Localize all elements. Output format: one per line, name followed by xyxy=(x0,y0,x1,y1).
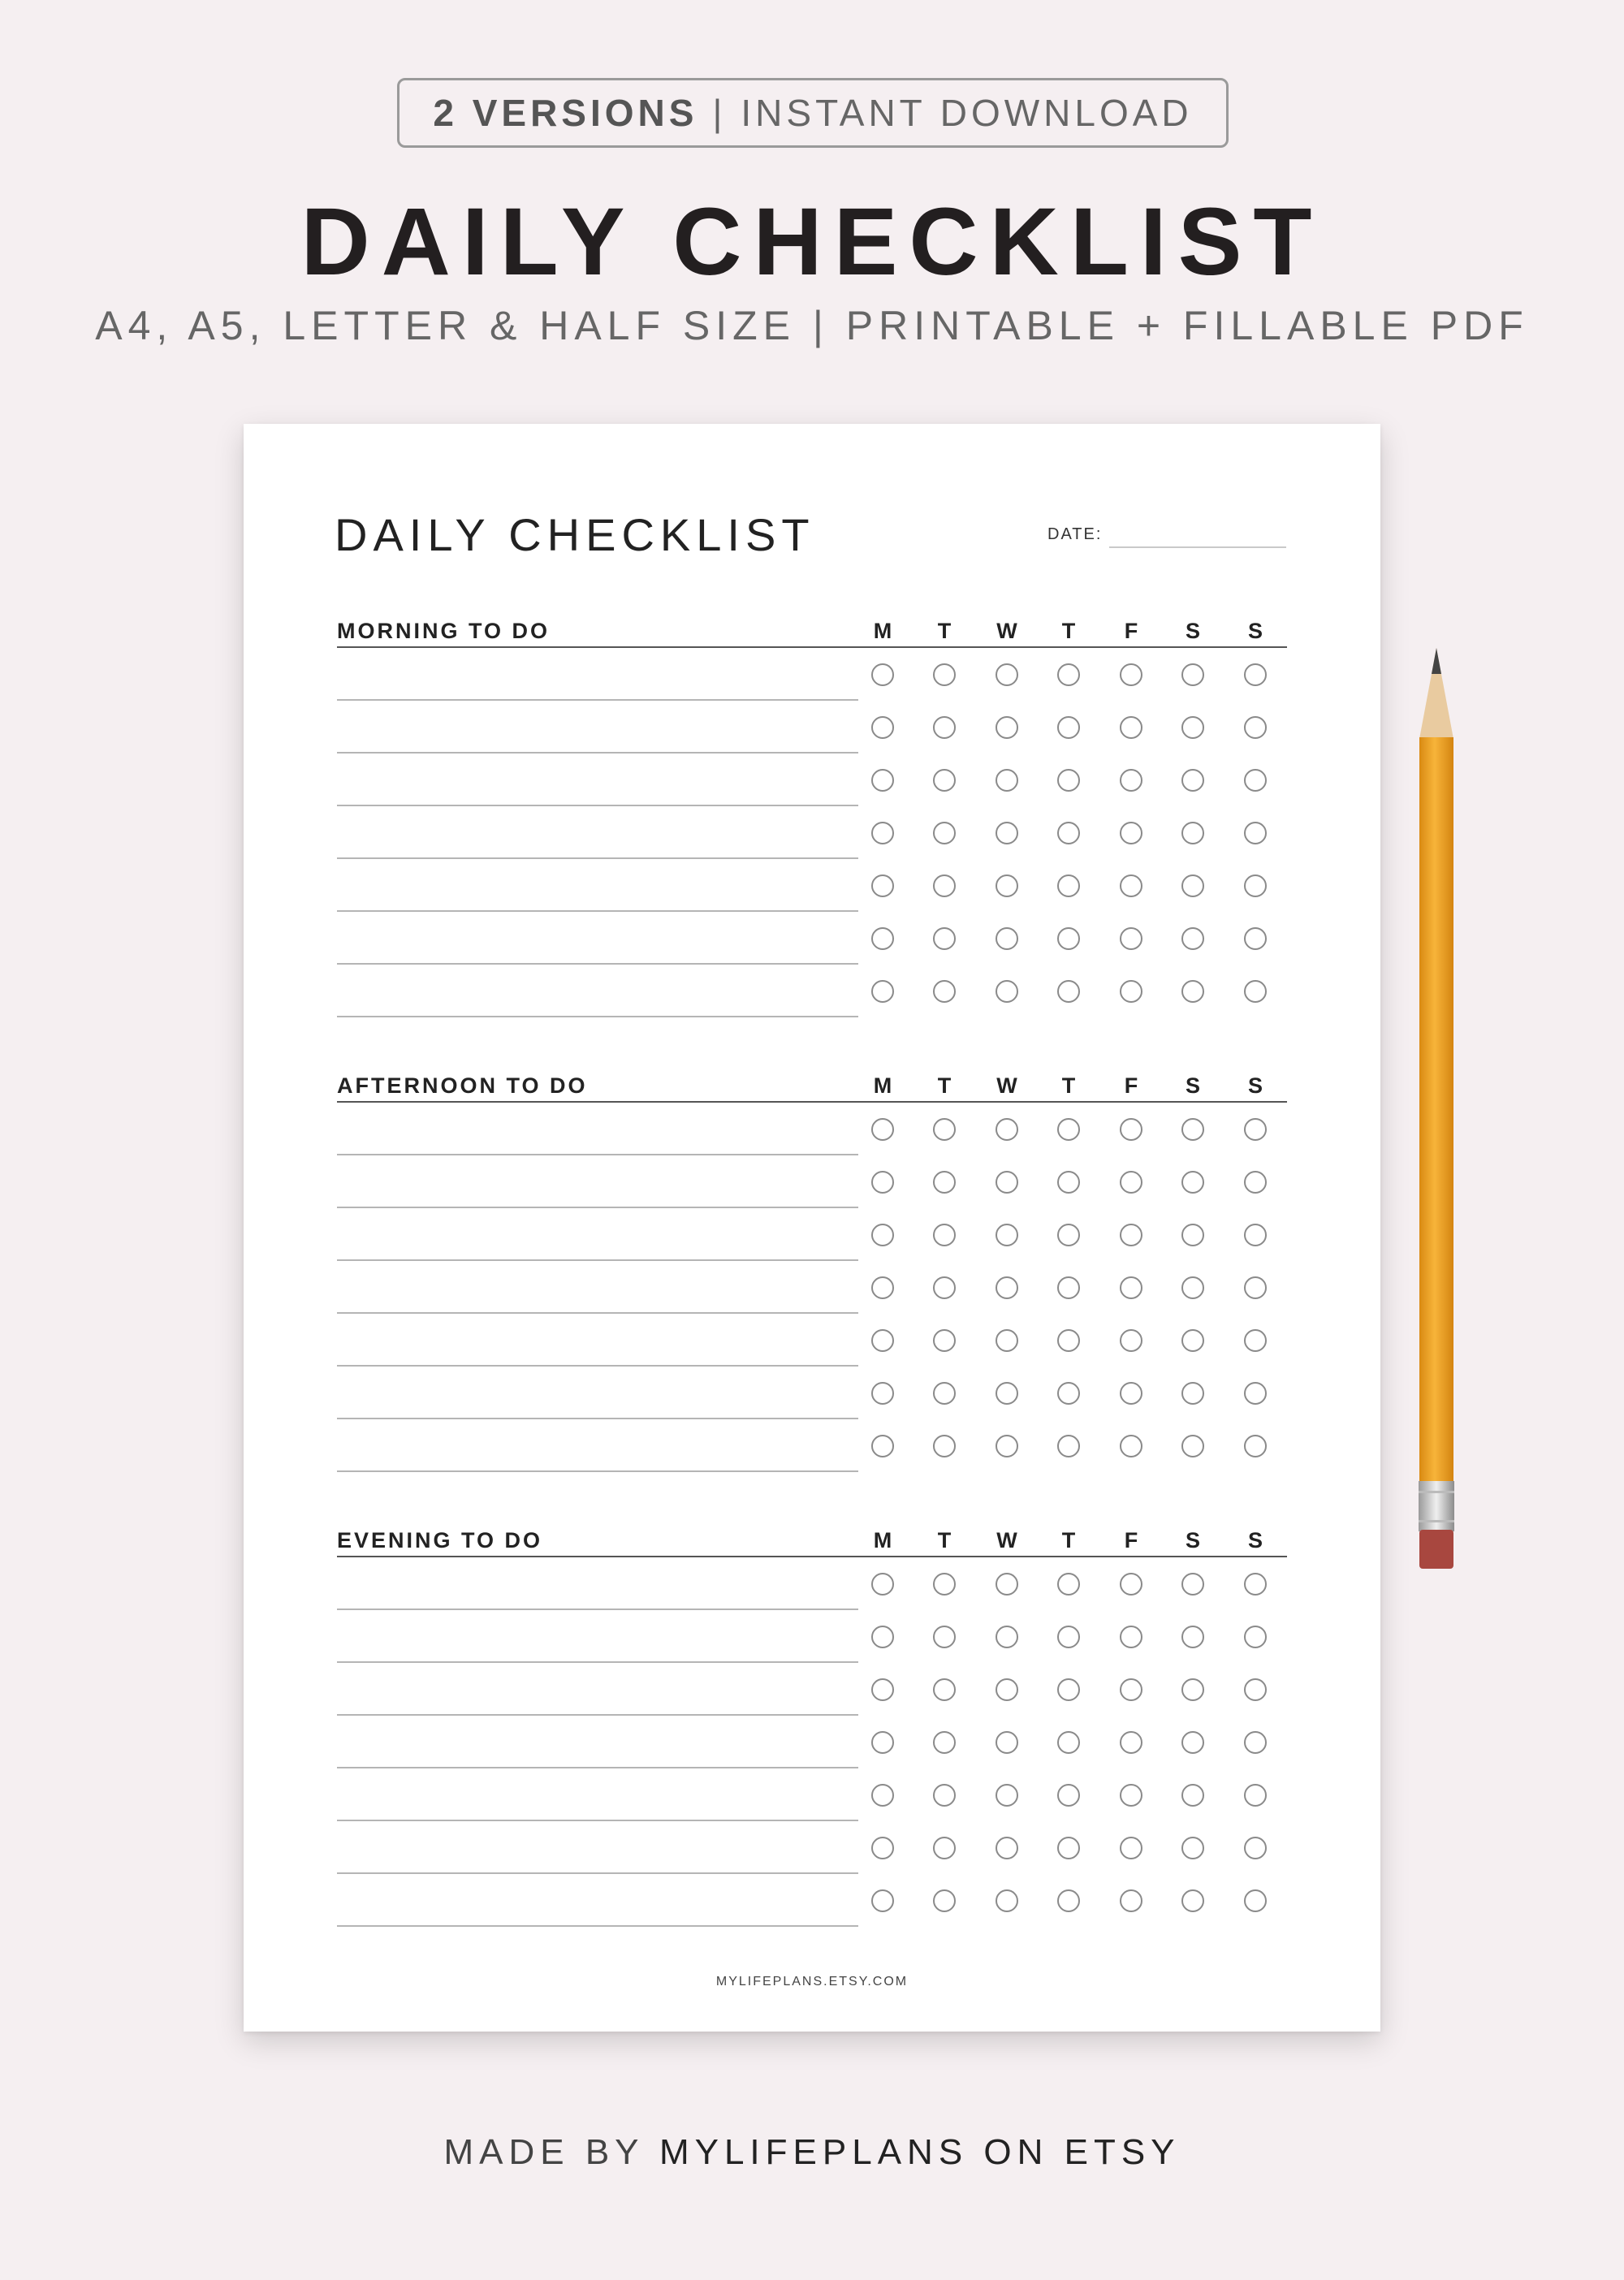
day-header: S xyxy=(1185,1528,1200,1552)
day-checkbox[interactable] xyxy=(933,663,956,686)
day-checkbox[interactable] xyxy=(1181,1435,1204,1457)
made-by-credit xyxy=(0,2132,1624,2173)
day-checkbox[interactable] xyxy=(933,874,956,897)
day-checkbox[interactable] xyxy=(1120,663,1142,686)
day-header: S xyxy=(1185,1073,1200,1098)
day-checkbox[interactable] xyxy=(996,927,1018,950)
section-title: AFTERNOON TO DO xyxy=(337,1073,588,1098)
day-checkbox[interactable] xyxy=(933,980,956,1003)
day-checkbox[interactable] xyxy=(1057,1435,1080,1457)
day-checkbox[interactable] xyxy=(871,1626,894,1648)
task-entry-line[interactable] xyxy=(337,1872,858,1874)
day-header: W xyxy=(996,1073,1017,1098)
day-checkbox[interactable] xyxy=(933,1573,956,1596)
day-checkbox[interactable] xyxy=(933,1678,956,1701)
day-checkbox[interactable] xyxy=(1244,1678,1267,1701)
day-header: W xyxy=(996,619,1017,643)
day-checkbox[interactable] xyxy=(1181,663,1204,686)
day-checkbox[interactable] xyxy=(1244,1276,1267,1299)
day-checkbox[interactable] xyxy=(1057,1276,1080,1299)
day-header: S xyxy=(1185,619,1200,643)
day-checkbox[interactable] xyxy=(1244,1784,1267,1807)
day-checkbox[interactable] xyxy=(1244,716,1267,739)
day-checkbox[interactable] xyxy=(996,1276,1018,1299)
day-checkbox[interactable] xyxy=(1057,1224,1080,1246)
sheet-footer-url: MYLIFEPLANS.ETSY.COM xyxy=(715,1975,909,1989)
day-checkbox[interactable] xyxy=(1181,769,1204,792)
day-checkbox[interactable] xyxy=(1181,822,1204,844)
day-checkbox[interactable] xyxy=(1244,1731,1267,1754)
day-checkbox[interactable] xyxy=(1120,1435,1142,1457)
day-checkbox[interactable] xyxy=(1244,1889,1267,1912)
day-checkbox[interactable] xyxy=(1057,1678,1080,1701)
day-checkbox[interactable] xyxy=(1057,1382,1080,1405)
day-checkbox[interactable] xyxy=(871,874,894,897)
day-checkbox[interactable] xyxy=(871,1118,894,1141)
day-checkbox[interactable] xyxy=(996,1626,1018,1648)
day-checkbox[interactable] xyxy=(871,1784,894,1807)
badge-versions-text: 2 VERSIONS xyxy=(433,92,698,134)
day-checkbox[interactable] xyxy=(996,1784,1018,1807)
day-checkbox[interactable] xyxy=(1244,822,1267,844)
day-header: T xyxy=(937,619,952,643)
day-checkbox[interactable] xyxy=(996,663,1018,686)
day-checkbox[interactable] xyxy=(1244,1329,1267,1352)
day-checkbox[interactable] xyxy=(1120,1784,1142,1807)
day-checkbox[interactable] xyxy=(1244,874,1267,897)
day-checkbox[interactable] xyxy=(1120,1678,1142,1701)
day-header: T xyxy=(1061,1073,1076,1098)
day-checkbox[interactable] xyxy=(933,1889,956,1912)
day-checkbox[interactable] xyxy=(1057,1118,1080,1141)
day-checkbox[interactable] xyxy=(1244,1435,1267,1457)
day-checkbox[interactable] xyxy=(1244,1626,1267,1648)
day-checkbox[interactable] xyxy=(871,663,894,686)
sheet-title: DAILY CHECKLIST xyxy=(335,509,815,560)
day-header: S xyxy=(1247,619,1263,643)
day-checkbox[interactable] xyxy=(996,1889,1018,1912)
day-checkbox[interactable] xyxy=(996,1435,1018,1457)
day-checkbox[interactable] xyxy=(1181,1329,1204,1352)
day-checkbox[interactable] xyxy=(933,822,956,844)
day-checkbox[interactable] xyxy=(1181,1889,1204,1912)
task-entry-line[interactable] xyxy=(337,910,858,912)
day-checkbox[interactable] xyxy=(996,1329,1018,1352)
day-checkbox[interactable] xyxy=(1244,663,1267,686)
task-entry-line[interactable] xyxy=(337,1312,858,1314)
day-checkbox[interactable] xyxy=(933,1626,956,1648)
day-checkbox[interactable] xyxy=(933,1224,956,1246)
day-checkbox[interactable] xyxy=(996,1382,1018,1405)
day-checkbox[interactable] xyxy=(933,1382,956,1405)
day-checkbox[interactable] xyxy=(996,1837,1018,1859)
day-checkbox[interactable] xyxy=(1120,1731,1142,1754)
day-checkbox[interactable] xyxy=(871,1435,894,1457)
day-checkbox[interactable] xyxy=(871,1678,894,1701)
day-checkbox[interactable] xyxy=(1120,927,1142,950)
task-entry-line[interactable] xyxy=(337,1609,858,1610)
day-checkbox[interactable] xyxy=(1120,769,1142,792)
day-header: W xyxy=(996,1528,1017,1552)
task-entry-line[interactable] xyxy=(337,1925,858,1927)
task-entry-line[interactable] xyxy=(337,805,858,806)
task-entry-line[interactable] xyxy=(337,1714,858,1716)
day-checkbox[interactable] xyxy=(1057,980,1080,1003)
day-checkbox[interactable] xyxy=(933,1276,956,1299)
day-checkbox[interactable] xyxy=(1181,1224,1204,1246)
day-checkbox[interactable] xyxy=(1181,980,1204,1003)
day-checkbox[interactable] xyxy=(933,927,956,950)
day-checkbox[interactable] xyxy=(871,1382,894,1405)
day-checkbox[interactable] xyxy=(871,822,894,844)
day-checkbox[interactable] xyxy=(1057,1889,1080,1912)
section-divider xyxy=(337,1556,1287,1557)
day-checkbox[interactable] xyxy=(933,1837,956,1859)
task-entry-line[interactable] xyxy=(337,1820,858,1821)
task-entry-line[interactable] xyxy=(337,1767,858,1768)
day-checkbox[interactable] xyxy=(933,1731,956,1754)
task-entry-line[interactable] xyxy=(337,1418,858,1419)
credit-shop-name: MYLIFEPLANS ON ETSY xyxy=(659,2132,1181,2172)
day-checkbox[interactable] xyxy=(1181,1837,1204,1859)
pencil-icon xyxy=(1408,641,1465,1600)
task-entry-line[interactable] xyxy=(337,963,858,965)
day-checkbox[interactable] xyxy=(996,1118,1018,1141)
day-checkbox[interactable] xyxy=(933,1118,956,1141)
checklist-sheet xyxy=(244,424,1380,2032)
day-header: M xyxy=(873,1073,892,1098)
day-checkbox[interactable] xyxy=(1181,1678,1204,1701)
section-title: MORNING TO DO xyxy=(337,619,551,643)
section-divider xyxy=(337,1101,1287,1103)
day-checkbox[interactable] xyxy=(1244,1171,1267,1194)
day-checkbox[interactable] xyxy=(1057,1171,1080,1194)
task-entry-line[interactable] xyxy=(337,699,858,701)
day-checkbox[interactable] xyxy=(1057,769,1080,792)
day-checkbox[interactable] xyxy=(871,1731,894,1754)
day-checkbox[interactable] xyxy=(1244,1573,1267,1596)
badge-download-text: INSTANT DOWNLOAD xyxy=(741,92,1193,134)
day-header: M xyxy=(873,619,892,643)
day-checkbox[interactable] xyxy=(1181,1784,1204,1807)
day-checkbox[interactable] xyxy=(933,1171,956,1194)
day-checkbox[interactable] xyxy=(871,1889,894,1912)
versions-badge xyxy=(397,78,1229,148)
day-checkbox[interactable] xyxy=(1120,716,1142,739)
task-entry-line[interactable] xyxy=(337,1470,858,1472)
day-checkbox[interactable] xyxy=(871,1171,894,1194)
day-header: T xyxy=(1061,1528,1076,1552)
day-header: T xyxy=(1061,619,1076,643)
task-entry-line[interactable] xyxy=(337,857,858,859)
day-checkbox[interactable] xyxy=(1244,1382,1267,1405)
day-checkbox[interactable] xyxy=(871,980,894,1003)
day-checkbox[interactable] xyxy=(1120,1329,1142,1352)
day-checkbox[interactable] xyxy=(1181,716,1204,739)
day-header: F xyxy=(1124,619,1138,643)
date-field-line[interactable] xyxy=(1109,546,1286,548)
day-checkbox[interactable] xyxy=(996,874,1018,897)
day-checkbox[interactable] xyxy=(1181,1382,1204,1405)
day-checkbox[interactable] xyxy=(1057,927,1080,950)
day-checkbox[interactable] xyxy=(1181,874,1204,897)
section-title: EVENING TO DO xyxy=(337,1528,543,1552)
page-title: DAILY CHECKLIST xyxy=(300,188,1324,296)
day-checkbox[interactable] xyxy=(1120,980,1142,1003)
task-entry-line[interactable] xyxy=(337,1207,858,1208)
day-checkbox[interactable] xyxy=(1057,1837,1080,1859)
day-checkbox[interactable] xyxy=(1181,1731,1204,1754)
day-checkbox[interactable] xyxy=(871,1573,894,1596)
task-entry-line[interactable] xyxy=(337,1259,858,1261)
day-checkbox[interactable] xyxy=(1120,1171,1142,1194)
day-checkbox[interactable] xyxy=(871,716,894,739)
day-checkbox[interactable] xyxy=(871,927,894,950)
day-checkbox[interactable] xyxy=(933,716,956,739)
day-checkbox[interactable] xyxy=(1181,927,1204,950)
task-entry-line[interactable] xyxy=(337,1016,858,1017)
day-checkbox[interactable] xyxy=(1244,1224,1267,1246)
day-header: S xyxy=(1247,1528,1263,1552)
day-checkbox[interactable] xyxy=(1120,1224,1142,1246)
day-header: F xyxy=(1124,1528,1138,1552)
day-checkbox[interactable] xyxy=(1244,980,1267,1003)
day-header: T xyxy=(937,1528,952,1552)
badge-separator: | xyxy=(712,92,727,134)
day-checkbox[interactable] xyxy=(1244,1118,1267,1141)
day-checkbox[interactable] xyxy=(871,769,894,792)
credit-light: MADE BY xyxy=(443,2132,644,2172)
day-checkbox[interactable] xyxy=(871,1837,894,1859)
page-subtitle: A4, A5, LETTER & HALF SIZE | PRINTABLE + FILLABLE PDF xyxy=(95,303,1529,348)
day-checkbox[interactable] xyxy=(1120,1382,1142,1405)
day-checkbox[interactable] xyxy=(1120,1276,1142,1299)
task-entry-line[interactable] xyxy=(337,1154,858,1155)
day-checkbox[interactable] xyxy=(1120,1626,1142,1648)
day-checkbox[interactable] xyxy=(1057,716,1080,739)
date-label: DATE: xyxy=(1047,525,1103,543)
day-checkbox[interactable] xyxy=(871,1224,894,1246)
day-checkbox[interactable] xyxy=(996,1731,1018,1754)
day-checkbox[interactable] xyxy=(1120,822,1142,844)
day-checkbox[interactable] xyxy=(1057,1573,1080,1596)
day-checkbox[interactable] xyxy=(1181,1118,1204,1141)
task-entry-line[interactable] xyxy=(337,752,858,754)
day-checkbox[interactable] xyxy=(933,1784,956,1807)
day-checkbox[interactable] xyxy=(996,716,1018,739)
day-checkbox[interactable] xyxy=(1120,1118,1142,1141)
day-checkbox[interactable] xyxy=(1057,663,1080,686)
day-checkbox[interactable] xyxy=(871,1276,894,1299)
day-checkbox[interactable] xyxy=(1244,769,1267,792)
day-checkbox[interactable] xyxy=(1244,927,1267,950)
day-checkbox[interactable] xyxy=(996,1573,1018,1596)
day-checkbox[interactable] xyxy=(1120,1573,1142,1596)
day-checkbox[interactable] xyxy=(996,980,1018,1003)
day-checkbox[interactable] xyxy=(1181,1626,1204,1648)
day-checkbox[interactable] xyxy=(996,1224,1018,1246)
task-entry-line[interactable] xyxy=(337,1365,858,1367)
day-checkbox[interactable] xyxy=(1244,1837,1267,1859)
day-checkbox[interactable] xyxy=(1181,1276,1204,1299)
day-header: T xyxy=(937,1073,952,1098)
day-checkbox[interactable] xyxy=(1120,1837,1142,1859)
day-checkbox[interactable] xyxy=(996,769,1018,792)
day-checkbox[interactable] xyxy=(1181,1573,1204,1596)
day-checkbox[interactable] xyxy=(1057,1626,1080,1648)
day-checkbox[interactable] xyxy=(933,769,956,792)
day-checkbox[interactable] xyxy=(996,1678,1018,1701)
day-checkbox[interactable] xyxy=(1120,1889,1142,1912)
day-header: S xyxy=(1247,1073,1263,1098)
day-checkbox[interactable] xyxy=(1120,874,1142,897)
day-checkbox[interactable] xyxy=(996,822,1018,844)
day-checkbox[interactable] xyxy=(933,1329,956,1352)
day-checkbox[interactable] xyxy=(1057,874,1080,897)
day-header: F xyxy=(1124,1073,1138,1098)
day-checkbox[interactable] xyxy=(1057,1329,1080,1352)
day-checkbox[interactable] xyxy=(1181,1171,1204,1194)
day-checkbox[interactable] xyxy=(871,1329,894,1352)
day-checkbox[interactable] xyxy=(1057,1731,1080,1754)
section-divider xyxy=(337,646,1287,648)
day-checkbox[interactable] xyxy=(996,1171,1018,1194)
day-checkbox[interactable] xyxy=(933,1435,956,1457)
task-entry-line[interactable] xyxy=(337,1661,858,1663)
day-checkbox[interactable] xyxy=(1057,822,1080,844)
day-checkbox[interactable] xyxy=(1057,1784,1080,1807)
day-header: M xyxy=(873,1528,892,1552)
